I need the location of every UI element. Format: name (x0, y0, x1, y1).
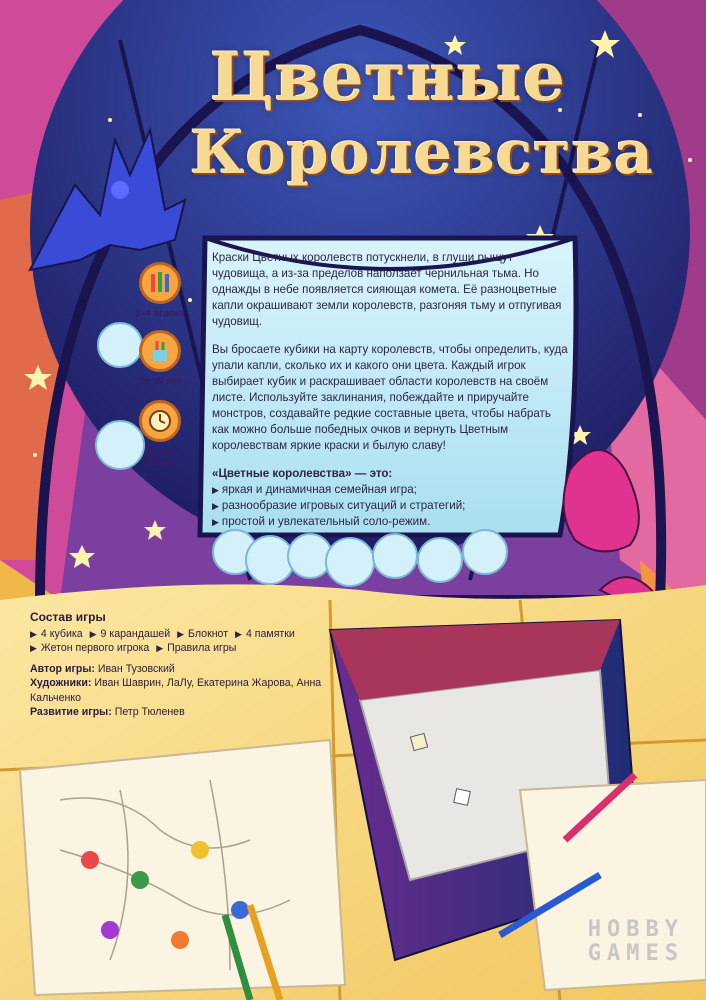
description-panel (212, 250, 570, 530)
contents-item: 4 памятки (245, 627, 295, 640)
bullet-arrow-icon: ▶ (212, 501, 219, 511)
bullet-arrow-icon: ▶ (30, 643, 37, 653)
feature-item: ▶ разнообразие игровых ситуаций и стратегий; (212, 499, 466, 512)
players-badge (135, 262, 185, 319)
developer-credit: Развитие игры: Петр Тюленев (30, 706, 185, 718)
age-label: От 10 лет (138, 376, 182, 387)
pencils-icon (139, 262, 181, 304)
gameplay-paragraph: Вы бросаете кубики на карту королевств, чтобы определить, куда упали капли, сколько их и какого они цвета. Каждый игрок выбирает кубик и раскрашивает области королевств на своём листе. Используйте заклинания, побеждайте и приручайте монстров, создавайте редкие составные цвета, чтобы набрать как можно больше победных очков и вернуть Цветным королевствам яркие краски и былую славу! (212, 343, 568, 452)
bullet-arrow-icon: ▶ (30, 628, 37, 639)
score-sheet-illustration (20, 740, 345, 995)
publisher-watermark: HOBBY GAMES (587, 917, 684, 966)
contents-item: 4 кубика (40, 627, 83, 640)
box-contents (30, 610, 330, 720)
contents-row (30, 627, 330, 642)
intro-paragraph: Краски Цветных королевств потускнели, в глуши рыщут чудовища, а из-за пределов наползает чернильная тьма. Но однажды в небе появляется сияющая комета. Её разноцветные капли окрашивают земли королевств, разгоняя тьму и отпугивая чудовищ. (212, 251, 562, 328)
clock-icon (139, 400, 181, 442)
bullet-arrow-icon: ▶ (235, 628, 242, 639)
time-badge (135, 400, 185, 468)
features-heading: «Цветные королевства» — это: (212, 467, 393, 480)
contents-item: Правила игры (167, 642, 237, 654)
title-line-1: Цветные (210, 38, 566, 116)
feature-item: ▶ простой и увлекательный соло-режим. (212, 515, 431, 528)
bullet-arrow-icon: ▶ (212, 485, 219, 495)
title-line-2: Королевства (190, 118, 655, 188)
bullet-arrow-icon: ▶ (212, 517, 219, 527)
contents-title: Состав игры (30, 610, 106, 624)
bullet-arrow-icon: ▶ (89, 628, 97, 639)
contents-row (30, 641, 330, 656)
features-list (212, 482, 570, 530)
author-credit: Автор игры: Иван Тузовский (30, 662, 175, 675)
bullet-arrow-icon: ▶ (156, 643, 164, 653)
contents-item: Блокнот (188, 627, 229, 640)
contents-item: 9 карандашей (100, 627, 171, 640)
feature-item: ▶ яркая и динамичная семейная игра; (212, 483, 417, 496)
pencil-cup-icon (139, 330, 181, 372)
bullet-arrow-icon: ▶ (177, 628, 185, 639)
contents-item: Жетон первого игрока (40, 642, 150, 654)
credits (30, 662, 330, 720)
time-label: 30–45 минут (145, 446, 175, 468)
artists-credit: Художники: Иван Шаврин, ЛаЛу, Екатерина Жарова, Анна Кальченко (30, 677, 322, 704)
players-label: 1–4 игрока (135, 308, 185, 319)
age-badge (135, 330, 185, 387)
